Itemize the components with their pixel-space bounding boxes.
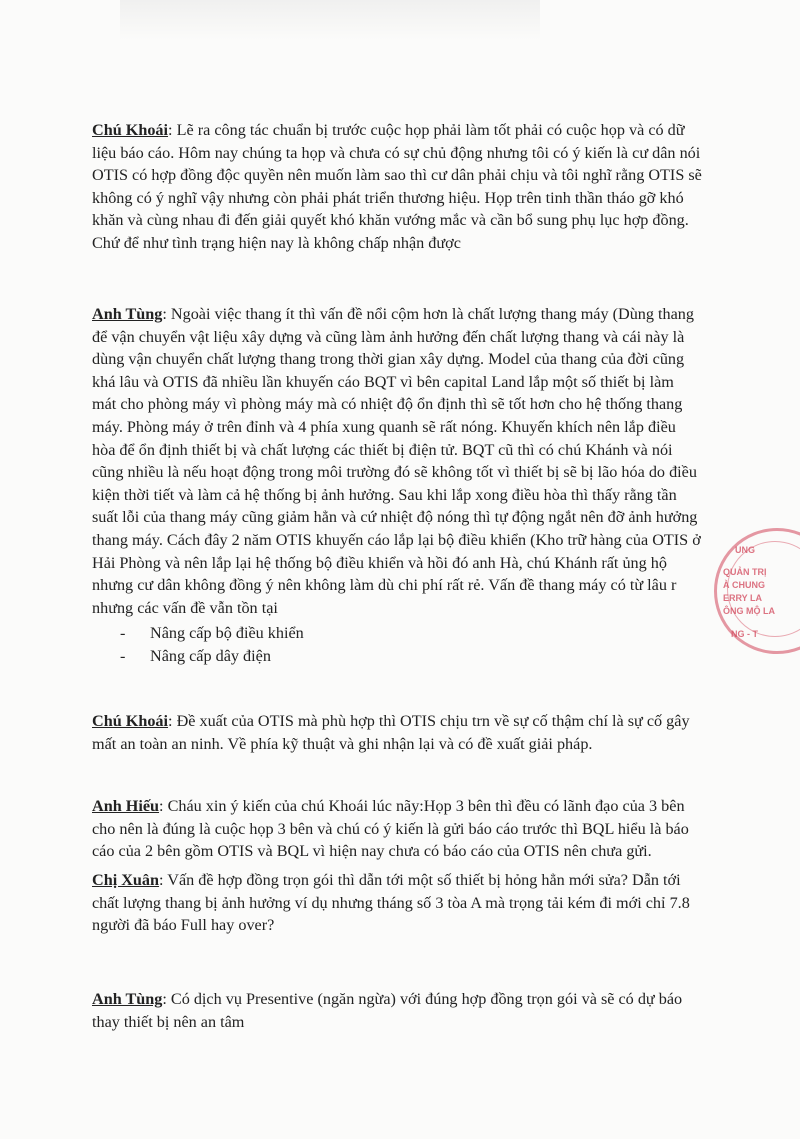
stamp-text: QUẢN TRỊ xyxy=(723,567,767,577)
paragraph-text: : Có dịch vụ Presentive (ngăn ngừa) với đúng hợp đồng trọn gói và sẽ có dự báo thay thiết bị nên an tâm xyxy=(92,990,683,1031)
stamp-text: À CHUNG xyxy=(723,580,765,590)
red-seal-stamp xyxy=(714,528,800,654)
list-item: - Nâng cấp bộ điều khiển xyxy=(120,622,304,645)
scan-artifact xyxy=(120,0,540,40)
paragraph-5 xyxy=(92,869,702,937)
speaker-name: Chú Khoái xyxy=(92,121,169,139)
paragraph-1 xyxy=(92,119,702,255)
speaker-name: Chú Khoái xyxy=(92,712,169,730)
paragraph-3 xyxy=(92,710,702,755)
speaker-name: Anh Hiếu xyxy=(92,797,160,815)
paragraph-text: : Lẽ ra công tác chuẩn bị trước cuộc họp phải làm tốt phải có cuộc họp và có dữ liệu báo cáo. Hôm nay chúng ta họp và chưa có sự chủ động nhưng tôi có ý kiến là cư dân nói OTIS có hợp đồng độc quyền nên muốn làm sao thì cư dân phải chịu và tôi nghĩ rằng OTIS sẽ không có ý nghĩ vậy nhưng còn phải phát triển thương hiệu. Họp trên tinh thần tháo gỡ khó khăn và cùng nhau đi đến giải quyết khó khăn vướng mắc và cần bổ sung phụ lục hợp đồng. Chứ để như tình trạng hiện nay là không chấp nhận được xyxy=(92,121,702,252)
speaker-name: Anh Tùng xyxy=(92,990,163,1008)
paragraph-4 xyxy=(92,795,702,863)
stamp-text: ÔNG MỘ LA xyxy=(723,606,775,616)
stamp-text: NG - T xyxy=(731,629,758,639)
speaker-name: Chị Xuân xyxy=(92,871,160,889)
stamp-text: ERRY LA xyxy=(723,593,763,603)
speaker-name: Anh Tùng xyxy=(92,305,163,323)
bullet-list xyxy=(120,622,304,667)
paragraph-text: : Vấn đề hợp đồng trọn gói thì dẫn tới một số thiết bị hỏng hẳn mới sửa? Dẫn tới chất lượng thang bị ảnh hưởng ví dụ nhưng tháng số 3 tòa A mà trọng tải kém đi mới chỉ 7.8 người đã báo Full hay over? xyxy=(92,871,690,935)
paragraph-6 xyxy=(92,988,702,1033)
paragraph-text: : Cháu xin ý kiến của chú Khoái lúc nãy:Họp 3 bên thì đều có lãnh đạo của 3 bên cho nên là đúng là cuộc họp 3 bên và chú có ý kiến là gửi báo cáo trước thì BQL hiểu là báo cáo của 2 bên gồm OTIS và BQL vì hiện nay chưa có báo cáo của OTIS nên chưa gửi. xyxy=(92,797,689,861)
paragraph-text: : Đề xuất của OTIS mà phù hợp thì OTIS chịu trn về sự cố thậm chí là sự cố gây mất an toàn an ninh. Về phía kỹ thuật và ghi nhận lại và có đề xuất giải pháp. xyxy=(92,712,690,753)
paragraph-2 xyxy=(92,303,702,619)
paragraph-text: : Ngoài việc thang ít thì vấn đề nổi cộm hơn là chất lượng thang máy (Dùng thang để vận chuyển vật liệu xây dựng và cũng làm ảnh hưởng đến chất lượng thang và cái này là dùng vận chuyển chất lượng thang trong thời gian xây dựng. Model của thang của đời cũng khá lâu và OTIS đã nhiều lần khuyến cáo BQT vì bên capital Land lắp một số thiết bị làm mát cho phòng máy vì phòng máy mà có nhiệt độ ổn định thì sẽ tốt hơn cho hệ thống thang máy. Phòng máy ở trên đỉnh và 4 phía xung quanh sẽ rất nóng. Khuyến khích nên lắp điều hòa để ổn định thiết bị và chất lượng các thiết bị điện tử. BQT cũ thì có chú Khánh và nói cũng nhiều là nếu hoạt động trong môi trường đó sẽ không tốt vì thiết bị sẽ bị lão hóa do điều kiện thời tiết và làm cả hệ thống bị ảnh hưởng. Sau khi lắp xong điều hòa thì thấy rằng tần suất lỗi của thang máy cũng giảm hẳn và cứ nhiệt độ nóng thì tự động ngắt nên đỡ ảnh hưởng thang máy. Cách đây 2 năm OTIS khuyến cáo lắp lại bộ điều khiển (Kho trữ hàng của OTIS ở Hải Phòng và nên lắp lại hệ thống bộ điều khiển và hồi đó anh Hà, chú Khánh rất ủng hộ nhưng cư dân không đồng ý nên không làm dù chi phí rất rẻ. Vấn đề thang máy có từ lâu r nhưng các vấn đề vẫn tồn tại xyxy=(92,305,701,617)
list-item: - Nâng cấp dây điện xyxy=(120,645,304,668)
stamp-text: UNG xyxy=(735,545,755,555)
